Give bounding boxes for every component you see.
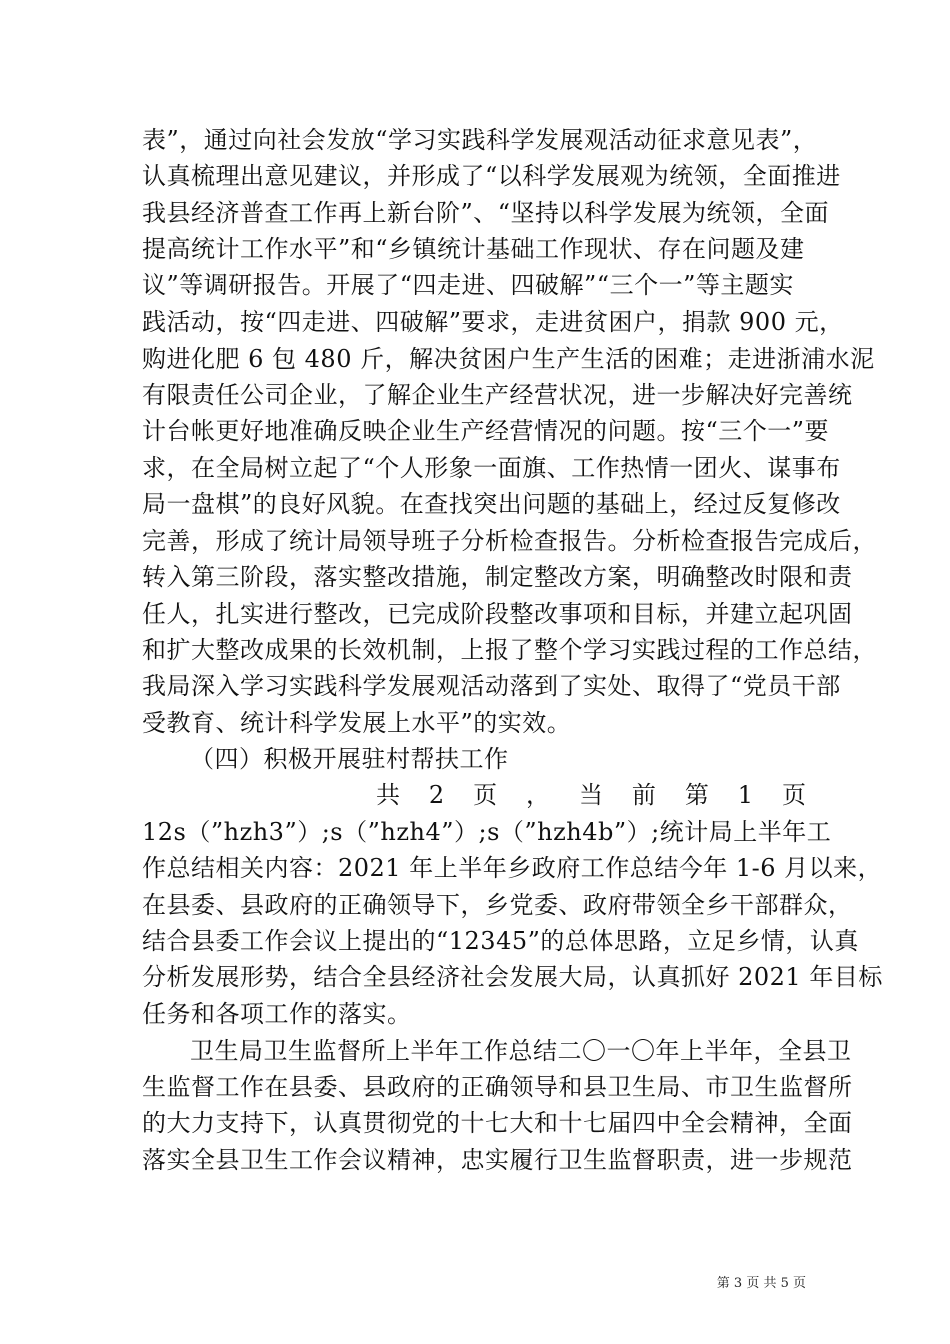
text-line: 受教育、统计科学发展上水平”的实效。 (142, 709, 572, 737)
page-counter-char: 页 (473, 781, 498, 809)
text-line: 提高统计工作水平”和“乡镇统计基础工作现状、存在问题及建 (142, 235, 805, 263)
text-line: 在县委、县政府的正确领导下，乡党委、政府带领全乡干部群众， (142, 891, 853, 919)
page-counter-char: 页 (781, 781, 806, 809)
text-line: 有限责任公司企业，了解企业生产经营状况，进一步解决好完善统 (142, 381, 853, 409)
text-line: 求，在全局树立起了“个人形象一面旗、工作热情一团火、谋事布 (142, 454, 841, 482)
page-counter (376, 777, 806, 813)
page-counter-char: ， (526, 781, 551, 809)
text-line: 分析发展形势，结合全县经济社会发展大局，认真抓好 2021 年目标 (142, 963, 883, 991)
text-line: 任人，扎实进行整改，已完成阶段整改事项和目标，并建立起巩固 (142, 600, 853, 628)
text-line: 完善，形成了统计局领导班子分析检查报告。分析检查报告完成后， (142, 527, 877, 555)
section-heading: （四）积极开展驻村帮扶工作 (190, 745, 509, 773)
text-line: 生监督工作在县委、县政府的正确领导和县卫生局、市卫生监督所 (142, 1073, 853, 1101)
text-line: 任务和各项工作的落实。 (142, 1000, 412, 1028)
text-line: 我县经济普查工作再上新台阶”、“坚持以科学发展为统领，全面 (142, 199, 830, 227)
page-counter-char: 1 (737, 781, 754, 809)
page-counter-char: 2 (428, 781, 445, 809)
text-line: 结合县委工作会议上提出的“12345”的总体思路，立足乡情，认真 (142, 927, 859, 955)
text-line: 卫生局卫生监督所上半年工作总结二〇一〇年上半年，全县卫 (190, 1037, 852, 1065)
text-line: 践活动，按“四走进、四破解”要求，走进贫困户，捐款 900 元， (142, 308, 844, 336)
text-line: 表”，通过向社会发放“学习实践科学发展观活动征求意见表”， (142, 126, 818, 154)
text-line: 认真梳理出意见建议，并形成了“以科学发展观为统领，全面推进 (142, 162, 841, 190)
page-counter-char: 第 (684, 781, 709, 809)
text-line: 议”等调研报告。开展了“四走进、四破解”“三个一”等主题实 (142, 271, 794, 299)
text-line: 局一盘棋”的良好风貌。在查找突出问题的基础上，经过反复修改 (142, 490, 841, 518)
page-counter-char: 当 (578, 781, 603, 809)
text-line: 和扩大整改成果的长效机制，上报了整个学习实践过程的工作总结， (142, 636, 877, 664)
text-line: 计台帐更好地准确反映企业生产经营情况的问题。按“三个一”要 (142, 417, 830, 445)
text-line: 购进化肥 6 包 480 斤，解决贫困户生产生活的困难；走进浙浦水泥 (142, 345, 875, 373)
text-line: 我局深入学习实践科学发展观活动落到了实处、取得了“党员干部 (142, 672, 841, 700)
page-footer: 第 3 页 共 5 页 (716, 1276, 806, 1291)
text-line: 作总结相关内容：2021 年上半年乡政府工作总结今年 1-6 月以来， (142, 854, 883, 882)
text-line: 12s（”hzh3”）;s（”hzh4”）;s（”hzh4b”）;统计局上半年工 (142, 818, 832, 846)
page-counter-char: 前 (631, 781, 656, 809)
text-line: 转入第三阶段，落实整改措施，制定整改方案，明确整改时限和责 (142, 563, 853, 591)
page-counter-char: 共 (376, 781, 400, 809)
text-line: 落实全县卫生工作会议精神，忠实履行卫生监督职责，进一步规范 (142, 1146, 853, 1174)
text-line: 的大力支持下，认真贯彻党的十七大和十七届四中全会精神，全面 (142, 1109, 853, 1137)
